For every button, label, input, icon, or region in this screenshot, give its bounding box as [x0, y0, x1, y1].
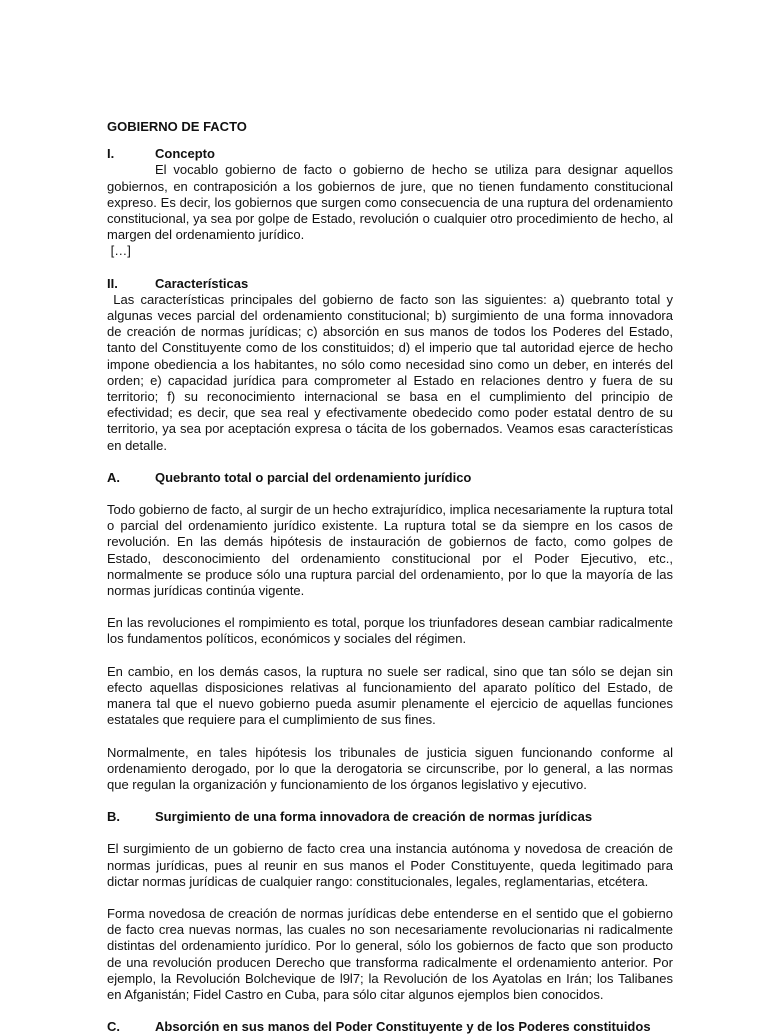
section-heading-c — [107, 1019, 673, 1035]
section-heading-caracteristicas — [107, 276, 673, 292]
section-number: C. — [107, 1019, 120, 1035]
section-heading-a — [107, 470, 673, 486]
paragraph: Todo gobierno de facto, al surgir de un hecho extrajurídico, implica necesariamente la ruptura total o parcial del ordenamiento jurídico existente. La ruptura total se da siempre en los casos de revolución. En las demás hipótesis de instauración de gobiernos de facto, como golpes de Estado, desconocimiento del ordenamiento constitucional por el Poder Ejecutivo, etc., normalmente se produce sólo una ruptura parcial del ordenamiento, por lo que la mayoría de las normas jurídicas continúa vigente. — [107, 502, 673, 599]
paragraph: En las revoluciones el rompimiento es total, porque los triunfadores desean cambiar radicalmente los fundamentos políticos, económicos y sociales del régimen. — [107, 615, 673, 647]
section-title: Surgimiento de una forma innovadora de creación de normas jurídicas — [155, 809, 593, 825]
paragraph: Forma novedosa de creación de normas jurídicas debe entenderse en el sentido que el gobierno de facto crea nuevas normas, las cuales no son necesariamente revolucionarias ni radicalmente distintas del ordenamiento jurídico. Por lo general, sólo los gobiernos de facto que son producto de una revolución producen Derecho que transforma radicalmente el ordenamiento anterior. Por ejemplo, la Revolución Bolchevique de l9l7; la Revolución de los Ayatolas en Irán; los Talibanes en Afganistán; Fidel Castro en Cuba, para sólo citar algunos ejemplos bien conocidos. — [107, 905, 673, 1002]
document-page — [107, 119, 677, 1035]
section-heading-b — [107, 809, 673, 825]
section-heading-concepto — [107, 146, 673, 162]
section-title: Características — [155, 275, 249, 291]
section-number: B. — [107, 809, 120, 825]
paragraph: El surgimiento de un gobierno de facto crea una instancia autónoma y novedosa de creación de normas jurídicas, pues al reunir en sus manos el Poder Constituyente, queda legitimado para dictar normas jurídicas de cualquier rango: constitucionales, legales, reglamentarias, etcétera. — [107, 841, 673, 889]
section-number: II. — [107, 275, 118, 291]
section-number: A. — [107, 469, 120, 485]
paragraph: En cambio, en los demás casos, la ruptura no suele ser radical, sino que tan sólo se dejan sin efecto aquellas disposiciones relativas al funcionamiento del aparato político del Estado, de manera tal que el nuevo gobierno pueda asumir plenamente el ejercicio de aquellas funciones estatales que requiere para el cumplimiento de sus fines. — [107, 663, 673, 728]
paragraph: Las características principales del gobierno de facto son las siguientes: a) quebranto total y algunas veces parcial del ordenamiento constitucional; b) surgimiento de una forma innovadora de creación de normas jurídicas; c) absorción en sus manos de todos los Poderes del Estado, tanto del Constituyente como de los constituidos; d) el imperio que tal autoridad ejerce de hecho impone obediencia a los habitantes, no sólo como necesidad sino como un deber, en interés del orden; e) capacidad jurídica para comprometer al Estado en relaciones dentro y fuera de su territorio; f) su reconocimiento internacional se basa en el cumplimiento del principio de efectividad; es decir, que sea real y efectivamente obedecido como poder estatal dentro de su territorio, ya sea por aceptación expresa o tácita de los gobernados. Veamos esas características en detalle. — [107, 291, 677, 453]
section-number: I. — [107, 146, 115, 162]
section-title: Absorción en sus manos del Poder Constituyente y de los Poderes constituidos — [155, 1019, 651, 1035]
paragraph: El vocablo gobierno de facto o gobierno de hecho se utiliza para designar aquellos gobiernos, en contraposición a los gobiernos de jure, que no tienen fundamento constitucional expreso. Es decir, los gobiernos que surgen como consecuencia de una ruptura del ordenamiento constitucional, ya sea por golpe de Estado, revolución o cualquier otro procedimiento de hecho, al margen del ordenamiento jurídico. — [107, 162, 673, 243]
section-title: Quebranto total o parcial del ordenamiento jurídico — [155, 469, 472, 485]
document-title: GOBIERNO DE FACTO — [107, 119, 247, 134]
paragraph: Normalmente, en tales hipótesis los tribunales de justicia siguen funcionando conforme al ordenamiento derogado, por lo que la derogatoria se circunscribe, por lo general, a las normas que regulan la organización y funcionamiento de los órganos legislativo y ejecutivo. — [107, 744, 673, 792]
section-title: Concepto — [155, 146, 215, 162]
ellipsis: […] — [107, 243, 131, 259]
